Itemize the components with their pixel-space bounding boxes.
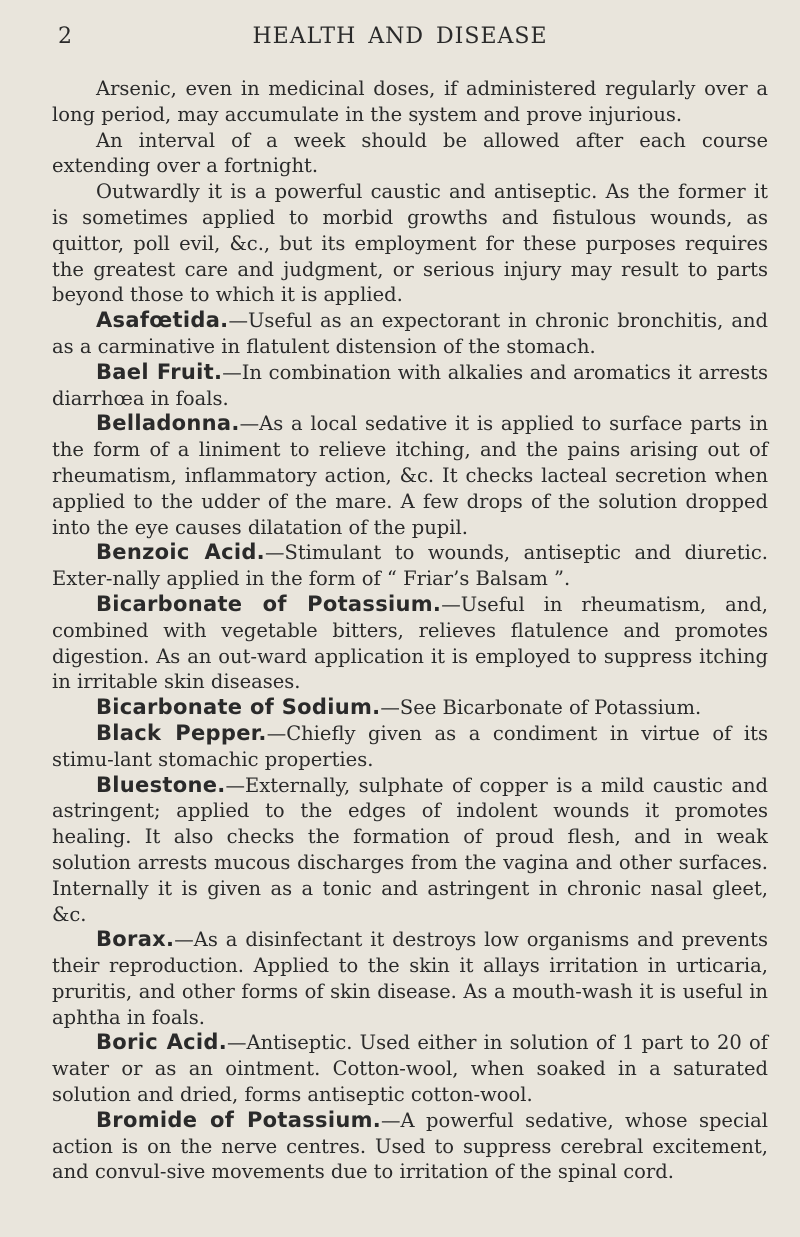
entry-term: Bluestone.: [96, 772, 226, 797]
entry-text: —Useful in rheumatism, and, combined with vegetable bitters, relieves flatulence and promotes digestion. As an out-ward application it is employed to suppress itching in irritable skin diseases.: [52, 592, 768, 694]
entry-term: Borax.: [96, 927, 175, 952]
entry-term: Bicarbonate of Sodium.: [96, 695, 381, 720]
paragraph-arsenic-interval: [52, 128, 768, 180]
paragraph-text: An interval of a week should be allowed after each course extending over a fortnight.: [52, 128, 768, 178]
entry-term: Benzoic Acid.: [96, 540, 265, 565]
entry-text: —Antiseptic. Used either in solution of 1 part to 20 of water or as an ointment. Cotton-wool, when soaked in a saturated solution and dried, forms antiseptic cotton-wool.: [52, 1031, 768, 1107]
entry-text: —A powerful sedative, whose special action is on the nerve centres. Used to suppress cerebral excitement, and convul-sive movements due to irritation of the spinal cord.: [52, 1108, 768, 1184]
entry-term: Bicarbonate of Potassium.: [96, 591, 442, 616]
entry-text: —As a local sedative it is applied to surface parts in the form of a liniment to relieve itching, and the pains arising out of rheumatism, inflammatory action, &c. It checks lacteal secretion when applied to the udder of the mare. A few drops of the solution dropped into the eye causes dilatation of the pupil.: [52, 412, 768, 539]
body-text: [52, 76, 768, 1185]
entry-term: Asafœtida.: [96, 308, 229, 333]
entry-term: Bromide of Potassium.: [96, 1107, 382, 1132]
entry-text: —See Bicarbonate of Potassium.: [380, 696, 702, 720]
entry-bicarbonate-of-potassium: [52, 592, 768, 695]
entry-text: —Stimulant to wounds, antiseptic and diuretic. Exter-nally applied in the form of “ Friar’s Balsam ”.: [52, 541, 768, 591]
running-head: [0, 18, 800, 58]
paragraph-text: Arsenic, even in medicinal doses, if administered regularly over a long period, may accumulate in the system and prove injurious.: [52, 77, 768, 126]
entry-text: —As a disinfectant it destroys low organisms and prevents their reproduction. Applied to the skin it allays irritation in urticaria, pruritis, and other forms of skin disease. As a mouth-wash it is useful in aphtha in foals.: [52, 928, 768, 1029]
entry-benzoic-acid: [52, 540, 768, 592]
page-number: 2: [58, 24, 72, 49]
paragraph-text: Outwardly it is a powerful caustic and antiseptic. As the former it is sometimes applied to morbid growths and fistulous wounds, as quittor, poll evil, &c., but its employment for these purposes requires the greatest care and judgment, or serious injury may result to parts beyond those to which it is applied.: [52, 180, 768, 307]
entry-boric-acid: [52, 1030, 768, 1107]
entry-text: —Chiefly given as a condiment in virtue of its stimu-lant stomachic properties.: [52, 721, 769, 771]
entry-bromide-of-potassium: [52, 1108, 768, 1185]
entry-belladonna: [52, 411, 768, 540]
entry-bael-fruit: [52, 360, 768, 412]
entry-bicarbonate-of-sodium: [52, 695, 768, 721]
entry-asafoetida: [52, 308, 768, 360]
entry-term: Boric Acid.: [96, 1030, 227, 1055]
entry-term: Belladonna.: [96, 411, 240, 436]
running-title: HEALTH AND DISEASE: [252, 24, 548, 49]
entry-borax: [52, 927, 768, 1030]
entry-text: —Useful as an expectorant in chronic bronchitis, and as a carminative in flatulent distension of the stomach.: [52, 309, 768, 358]
paragraph-arsenic-dosage: [52, 76, 768, 128]
entry-term: Bael Fruit.: [96, 359, 223, 384]
paragraph-arsenic-external: [52, 179, 768, 308]
entry-text: —In combination with alkalies and aromatics it arrests diarrhœa in foals.: [52, 360, 768, 410]
entry-text: —Externally, sulphate of copper is a mild caustic and astringent; applied to the edges of indolent wounds it promotes healing. It also checks the formation of proud flesh, and in weak solution arrests mucous discharges from the vagina and other surfaces. Internally it is given as a tonic and astringent in chronic nasal gleet, &c.: [52, 773, 768, 926]
entry-bluestone: [52, 773, 768, 928]
entry-term: Black Pepper.: [96, 720, 267, 745]
entry-black-pepper: [52, 721, 768, 773]
